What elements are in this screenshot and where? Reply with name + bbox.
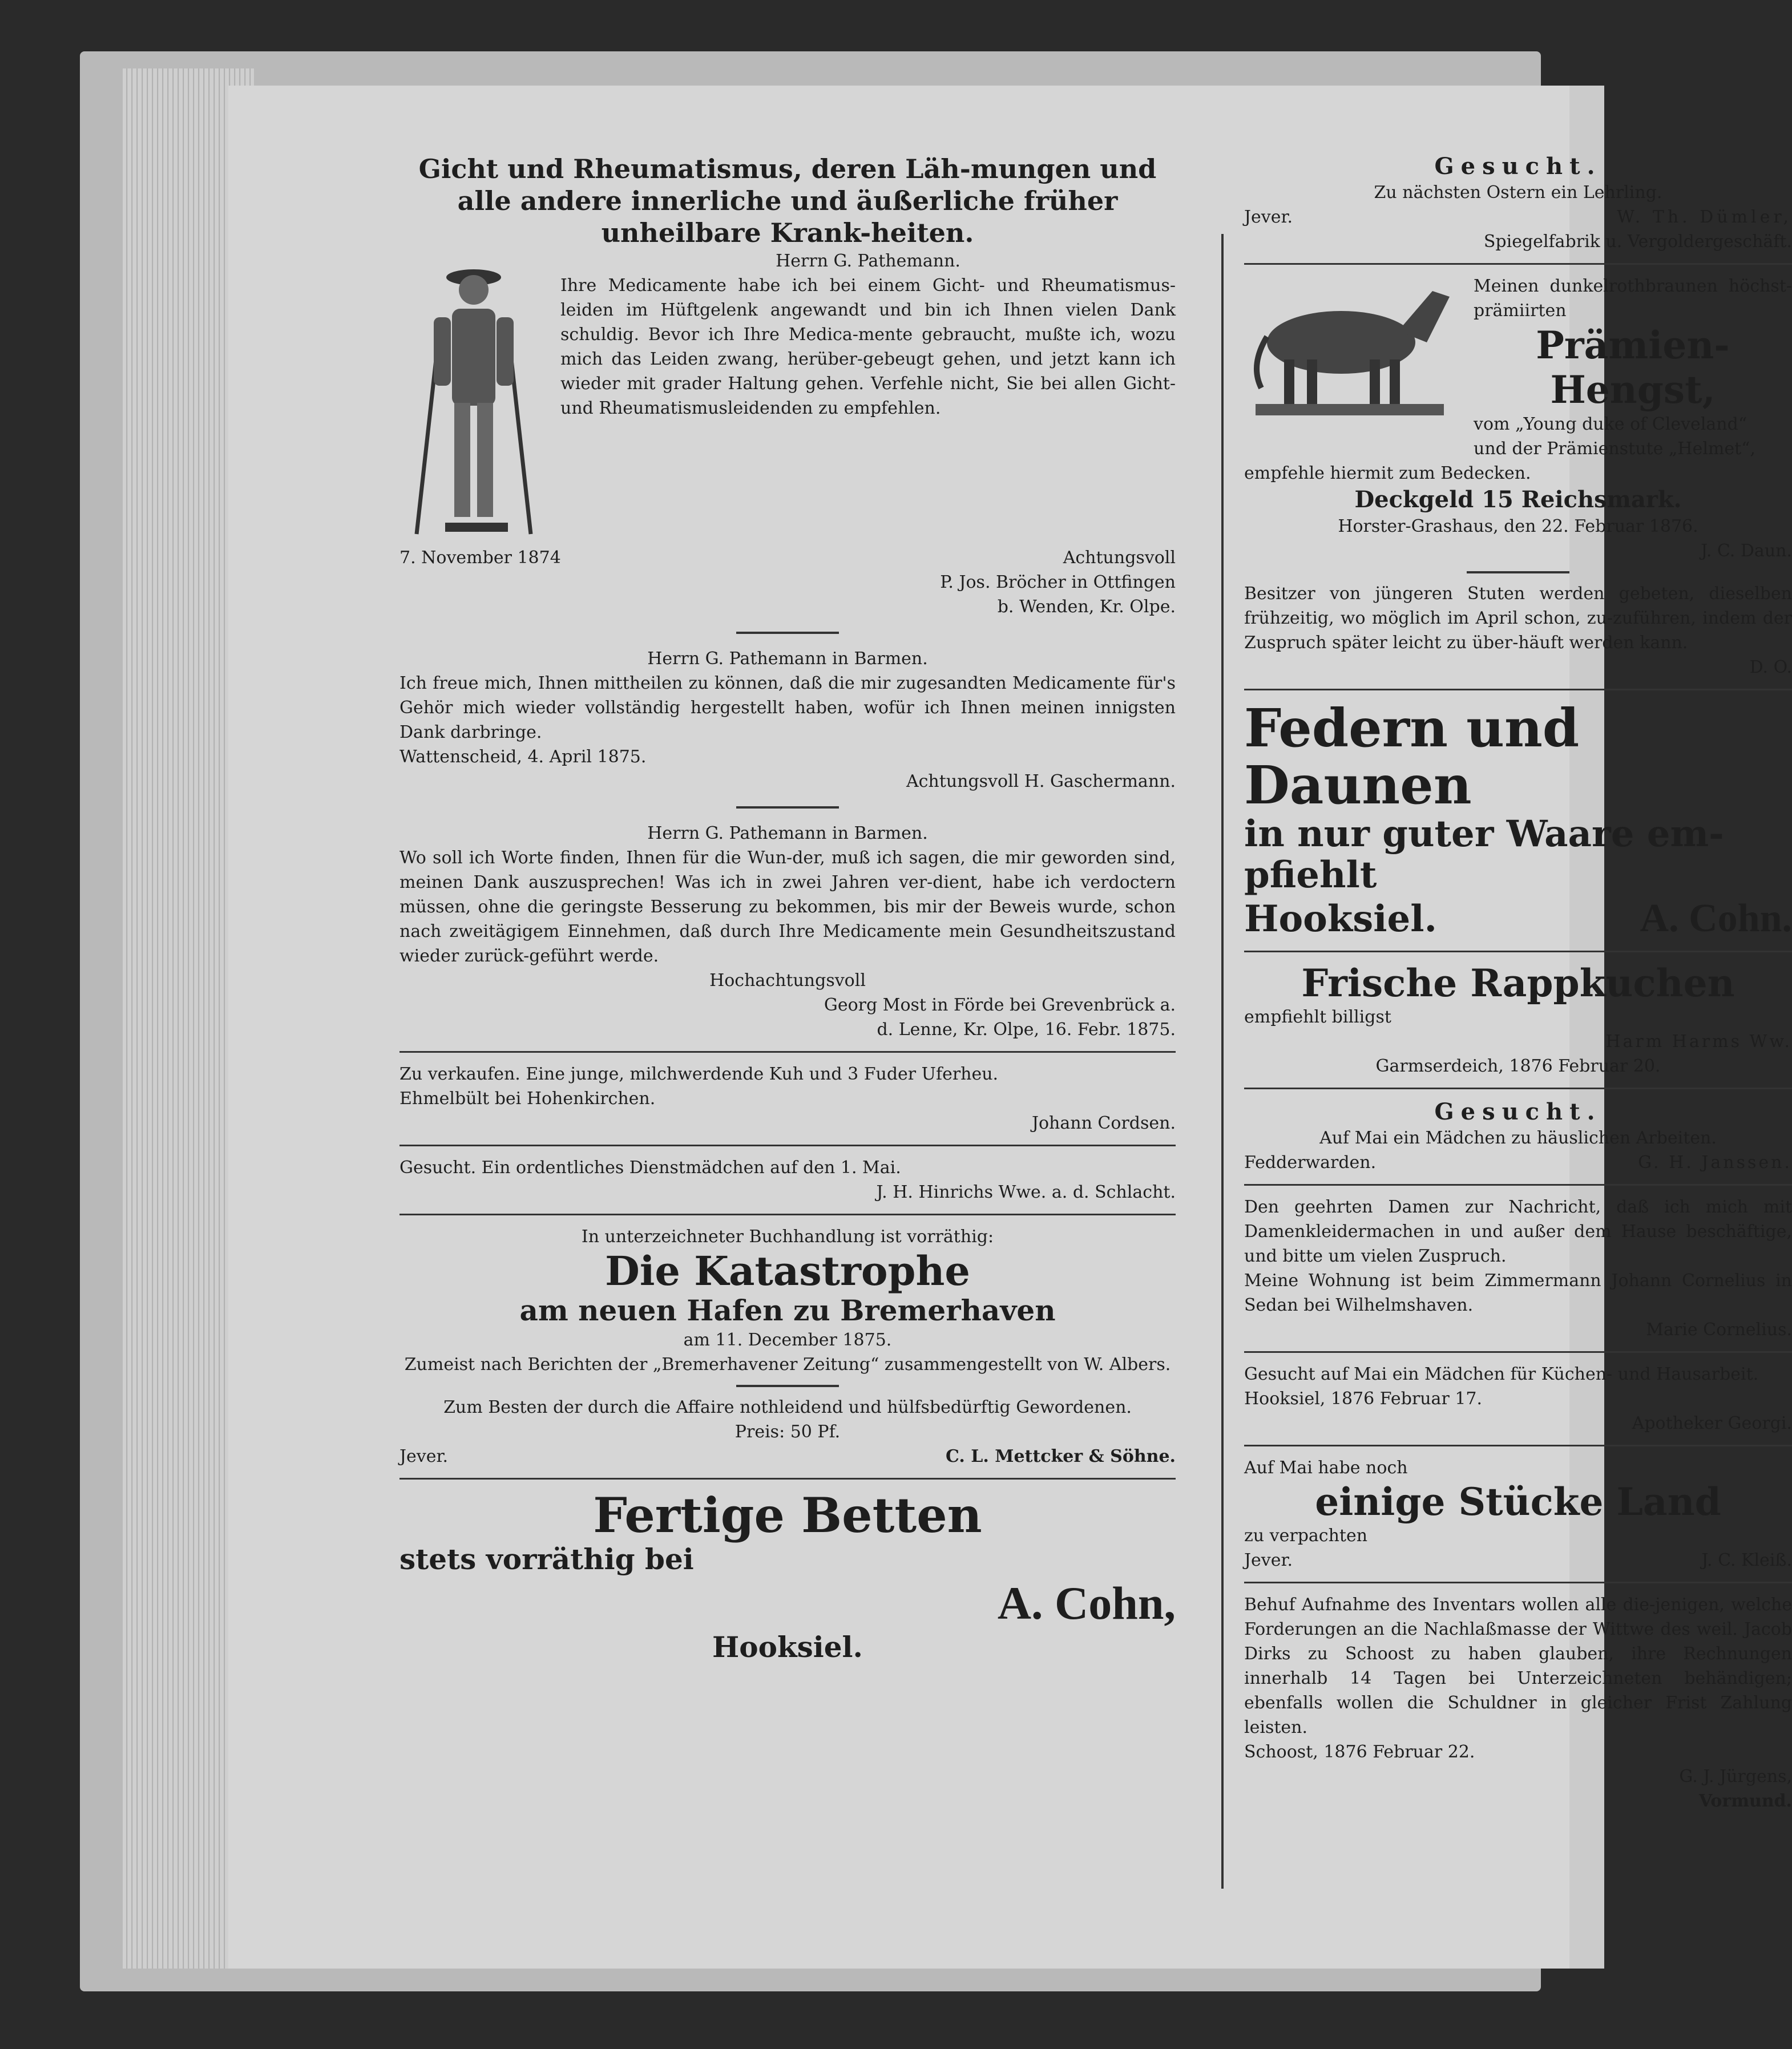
nachlass-place: Schoost, 1876 Februar 22. <box>1244 1742 1475 1762</box>
kuechen-place: Hooksiel, 1876 Februar 17. <box>1244 1389 1483 1409</box>
ad-gicht-heading: Gicht und Rheumatismus, deren Läh-mungen und alle andere innerliche und äußerliche früher unheilbare Krank-heiten. <box>418 153 1157 248</box>
ad-damenkleider <box>1244 1190 1792 1347</box>
ad-gicht-regards: Achtungsvoll <box>1063 548 1176 568</box>
betten-place: Hooksiel. <box>712 1630 863 1664</box>
left-column <box>399 148 1176 1669</box>
kuechen-body: Gesucht auf Mai ein Mädchen für Küchen- und Hausarbeit. <box>1244 1364 1759 1384</box>
divider <box>736 1385 839 1387</box>
ad-lehrling <box>1244 148 1792 258</box>
hengst-signature: J. C. Daun. <box>1701 541 1792 561</box>
testimonial-2-body: Ich freue mich, Ihnen mittheilen zu können, daß die mir zugesandten Medicamente für's Gehör mich wieder vollständig hergestellt haben, wofür ich Ihnen meinen innigsten Dank darbringe. <box>399 673 1176 742</box>
divider <box>1244 1184 1792 1186</box>
land-line: zu verpachten <box>1244 1526 1368 1546</box>
hengst-line3: empfehle hiermit zum Bedecken. <box>1244 463 1531 483</box>
maedchen-body: Auf Mai ein Mädchen zu häuslichen Arbeiten. <box>1319 1128 1717 1148</box>
katastrophe-price: Preis: 50 Pf. <box>734 1422 841 1442</box>
ad-stuecke-land <box>1244 1451 1792 1577</box>
right-column <box>1244 148 1792 1818</box>
divider <box>1244 1088 1792 1089</box>
verkaufen-place: Ehmelbült bei Hohenkirchen. <box>399 1089 656 1109</box>
ad-federn-daunen <box>1244 695 1792 946</box>
land-name: J. C. Kleiß. <box>1701 1550 1792 1570</box>
federn-line: in nur guter Waare em-pfiehlt <box>1244 813 1724 896</box>
ad-praemien-hengst <box>1244 269 1792 684</box>
ad-gicht-date: 7. November 1874 <box>399 548 561 568</box>
testimonial-3-salutation: Herrn G. Pathemann in Barmen. <box>647 823 928 843</box>
damenkleider-body: Den geehrten Damen zur Nachricht, daß ich mich mit Damenkleidermachen in und außer dem Hause beschäftige, und bitte um vielen Zuspruch. <box>1244 1197 1792 1266</box>
testimonial-2-place: Wattenscheid, 4. April 1875. <box>399 747 647 767</box>
nachlass-body: Behuf Aufnahme des Inventars wollen alle die-jenigen, welche Forderungen an die Nachlaßmasse der Wittwe des weil. Jacob Dirks zu Schoost zu haben glauben, ihre Rechnungen innerhalb 14 Tagen bei Unterzeichneten behändigen; ebenfalls wollen die Schuldner in gleicher Frist Zahlung leisten. <box>1244 1595 1792 1737</box>
federn-title: Federn und Daunen <box>1244 697 1580 816</box>
divider <box>399 1051 1176 1053</box>
testimonial-2-salutation: Herrn G. Pathemann in Barmen. <box>647 649 928 669</box>
rappkuchen-place: Garmserdeich, 1876 Februar 20. <box>1375 1056 1661 1076</box>
ad-nachlass <box>1244 1588 1792 1818</box>
divider <box>1244 951 1792 952</box>
ad-gicht-salutation: Herrn G. Pathemann. <box>776 251 960 271</box>
divider <box>399 1214 1176 1215</box>
katastrophe-desc: Zumeist nach Berichten der „Bremerhavener Zeitung“ zusammengestellt von W. Albers. <box>404 1355 1171 1375</box>
newspaper-page <box>228 86 1792 1969</box>
ad-gicht-body: Ihre Medicamente habe ich bei einem Gicht- und Rheumatismus-leiden im Hüftgelenk angewandt und bin ich Ihnen vielen Dank schuldig. Bevor ich Ihre Medica-mente gebraucht, mußte ich, wozu mich das Leiden zwang, herüber-gebeugt gehen, und jetzt kann ich wieder mit grader Haltung gehen. Verfehle nicht, Sie bei allen Gicht- und Rheumatismusleidenden zu empfehlen. <box>560 276 1176 418</box>
ad-testimonial-3 <box>399 817 1176 1046</box>
katastrophe-benefit: Zum Besten der durch die Affaire nothleidend und hülfsbedürftig Gewordenen. <box>443 1397 1132 1417</box>
damenkleider-signature: Marie Cornelius. <box>1646 1320 1792 1340</box>
hengst-line2: und der Prämienstute „Helmet“, <box>1474 439 1756 459</box>
man-on-crutches-illustration <box>399 249 548 545</box>
testimonial-3-body: Wo soll ich Worte finden, Ihnen für die Wun-der, muß ich sagen, die mir geworden sind, meinen Dank auszusprechen! Was ich in zwei Jahren ver-dient, habe ich verdoctern müssen, ohne die geringste Besserung zu bekommen, bis mir der Beweis wurde, schon nach zweitägigem Einnehmen, daß durch Ihre Medicamente mein Gesundheitszustand wieder zurück-geführt werde. <box>399 848 1176 966</box>
dienstmaedchen-signature: J. H. Hinrichs Wwe. a. d. Schlacht. <box>876 1182 1176 1202</box>
federn-name: A. Cohn. <box>1640 896 1792 940</box>
divider <box>736 632 839 634</box>
maedchen-place: Fedderwarden. <box>1244 1153 1377 1173</box>
column-rule <box>1221 234 1224 1889</box>
hengst-intro: Meinen dunkelrothbraunen höchst-prämiirten <box>1474 276 1792 321</box>
ad-gicht-signature: P. Jos. Bröcher in Ottfingen <box>940 572 1176 592</box>
ad-gicht-signature-place: b. Wenden, Kr. Olpe. <box>997 597 1176 617</box>
rappkuchen-title: Frische Rappkuchen <box>1301 961 1735 1005</box>
horse-illustration <box>1244 274 1461 422</box>
katastrophe-subtitle: am neuen Hafen zu Bremerhaven <box>519 1294 1056 1327</box>
divider <box>1467 571 1569 573</box>
ad-maedchen-arbeiten <box>1244 1094 1792 1179</box>
katastrophe-place: Jever. <box>399 1446 449 1466</box>
ad-katastrophe <box>399 1220 1176 1473</box>
ad-dienstmaedchen <box>399 1151 1176 1209</box>
hengst-place: Horster-Grashaus, den 22. Februar 1876. <box>1338 516 1698 536</box>
divider <box>1244 1351 1792 1353</box>
betten-name: A. Cohn, <box>997 1577 1176 1629</box>
maedchen-name: G. H. Janssen. <box>1638 1153 1792 1173</box>
dienstmaedchen-body: Gesucht. Ein ordentliches Dienstmädchen auf den 1. Mai. <box>399 1158 901 1178</box>
verkaufen-body: Zu verkaufen. Eine junge, milchwerdende Kuh und 3 Fuder Uferheu. <box>399 1064 999 1084</box>
katastrophe-intro: In unterzeichneter Buchhandlung ist vorräthig: <box>581 1227 994 1247</box>
divider <box>1244 263 1792 265</box>
maedchen-title: Gesucht. <box>1434 1098 1602 1125</box>
nachlass-signature-role: Vormund. <box>1698 1791 1792 1811</box>
rappkuchen-name: Harm Harms Ww. <box>1605 1032 1792 1052</box>
divider <box>1244 1582 1792 1583</box>
land-intro: Auf Mai habe noch <box>1244 1458 1408 1478</box>
divider <box>1244 1445 1792 1446</box>
hengst-title: Prämien-Hengst, <box>1536 323 1730 412</box>
ad-rappkuchen <box>1244 957 1792 1083</box>
stuten-body: Besitzer von jüngeren Stuten werden gebeten, dieselben frühzeitig, wo möglich im April schon, zu-zuführen, indem der Zuspruch später leicht zu über-häuft werden kann. <box>1244 584 1792 653</box>
ad-gicht <box>399 148 1176 624</box>
ad-fertige-betten <box>399 1484 1176 1669</box>
ad-testimonial-2 <box>399 642 1176 798</box>
lehrling-title: Gesucht. <box>1434 153 1602 180</box>
divider <box>399 1478 1176 1480</box>
katastrophe-title: Die Katastrophe <box>605 1247 970 1295</box>
nachlass-signature: G. J. Jürgens, <box>1679 1767 1792 1787</box>
hengst-line1: vom „Young duke of Cleveland“ <box>1474 414 1747 434</box>
land-place: Jever. <box>1244 1550 1293 1570</box>
divider <box>736 806 839 809</box>
damenkleider-body-2: Meine Wohnung ist beim Zimmermann Johann Cornelius in Sedan bei Wilhelmshaven. <box>1244 1271 1792 1315</box>
lehrling-firm: Spiegelfabrik u. Vergoldergeschäft. <box>1483 232 1792 252</box>
ad-kuechen-maedchen <box>1244 1357 1792 1440</box>
testimonial-3-regards: Hochachtungsvoll <box>709 971 866 991</box>
lehrling-place: Jever. <box>1244 207 1293 227</box>
katastrophe-publisher: C. L. Mettcker & Söhne. <box>946 1446 1176 1466</box>
katastrophe-date: am 11. December 1875. <box>683 1330 892 1350</box>
divider <box>1244 689 1792 690</box>
betten-line: stets vorräthig bei <box>399 1542 694 1576</box>
verkaufen-signature: Johann Cordsen. <box>1031 1113 1176 1133</box>
testimonial-2-signature: Achtungsvoll H. Gaschermann. <box>906 771 1176 791</box>
stuten-signature: D. O. <box>1749 657 1792 677</box>
land-title: einige Stücke Land <box>1315 1480 1721 1524</box>
federn-place: Hooksiel. <box>1244 898 1437 940</box>
testimonial-3-signature: Georg Most in Förde bei Grevenbrück a. <box>824 995 1176 1015</box>
divider <box>399 1145 1176 1146</box>
lehrling-body: Zu nächsten Ostern ein Lehrling. <box>1374 183 1662 203</box>
testimonial-3-signature-place: d. Lenne, Kr. Olpe, 16. Febr. 1875. <box>877 1020 1176 1040</box>
ad-zu-verkaufen <box>399 1057 1176 1140</box>
lehrling-name: W. Th. Dümler, <box>1617 207 1792 227</box>
kuechen-signature: Apotheker Georgi. <box>1632 1413 1792 1433</box>
betten-title: Fertige Betten <box>593 1487 982 1543</box>
rappkuchen-line: empfiehlt billigst <box>1244 1007 1391 1027</box>
hengst-fee: Deckgeld 15 Reichsmark. <box>1354 486 1682 513</box>
